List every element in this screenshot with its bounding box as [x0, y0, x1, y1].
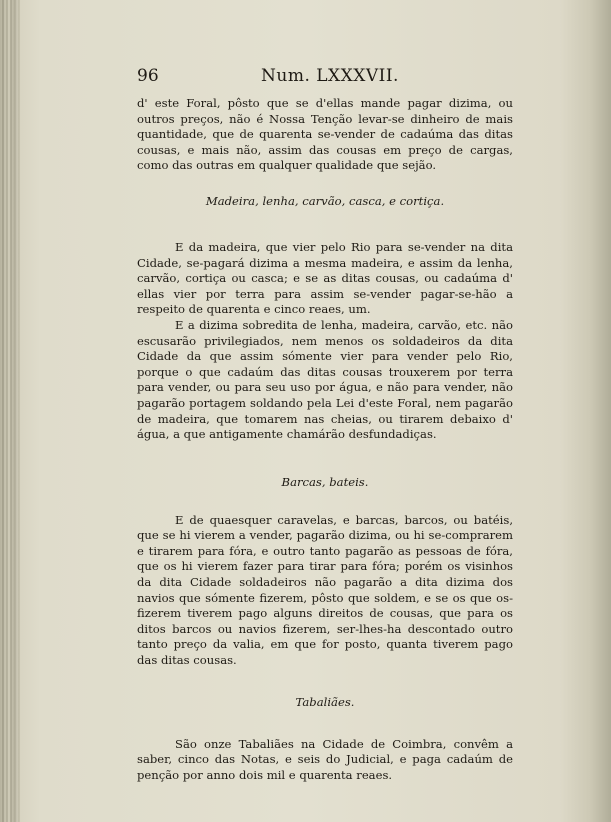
section-heading-madeira: Madeira, lenha, carvão, casca, e cortiça. — [205, 193, 445, 208]
running-title: Num. LXXXVII. — [261, 66, 399, 86]
section-body-barcas — [137, 513, 513, 669]
page-content — [137, 66, 513, 783]
paragraph: E a dizima sobredita de lenha, madeira, carvão, etc. não escusarão privilegiados, nem menos os soldadeiros da dita Cidade da que assim sómente vier para vender pelo Rio, porque o que cadaúm das ditas cousas trouxerem por terra para vender, ou para seu uso por água, e não para vender, não pagarão portagem soldando pela Lei d'este Foral, nem pagarão de madeira, que tomarem nas cheias, ou tirarem debaixo d' água, a que antigamente chamárão desfundadiças. — [137, 317, 513, 442]
page-header — [137, 66, 513, 96]
opening-paragraph-block — [137, 96, 513, 174]
paragraph: São onze Tabaliães na Cidade de Coimbra, convêm a saber, cinco das Notas, e seis do Judicial, e paga cadaúm de penção por anno dois mil e quarenta reaes. — [137, 736, 513, 782]
section-body-madeira — [137, 240, 513, 443]
page-stack-edge — [0, 0, 24, 822]
paragraph: E de quaesquer caravelas, e barcas, barcos, ou batéis, que se hi vierem a vender, pagarão dizima, ou hi se-comprarem e tirarem para fóra, e outro tanto pagarão as pessoas de fóra, que os hi vierem fazer para tirar para fóra; porém os visinhos da dita Cidade soldadeiros não pagarão a dita dizima dos navios que sómente fizerem, pôsto que soldem, e se os que os-fizerem tiverem pago alguns direitos de cousas, que para os ditos barcos ou navios fizerem, ser-lhes-ha descontado outro tanto preço da valia, em que for posto, quanta tiverem pago das ditas cousas. — [137, 512, 513, 668]
section-body-tabaliaes — [137, 737, 513, 784]
paragraph: d' este Foral, pôsto que se d'ellas mande pagar dizima, ou outros preços, não é Nossa Tenção levar-se dinheiro de mais quantidade, que de quarenta se-vender de cadaúma das ditas cousas, e mais não, assim das cousas em preço de cargas, como das outras em qualquer qualidade que sejão. — [137, 96, 513, 173]
section-heading-tabaliaes: Tabaliães. — [295, 694, 355, 709]
page-number: 96 — [137, 66, 159, 86]
paragraph: E da madeira, que vier pelo Rio para se-vender na dita Cidade, se-pagará dizima a mesma madeira, e assim da lenha, carvão, cortiça ou casca; e se as ditas cousas, ou cadaúma d' ellas vier por terra para assim se-vender pagar-se-hão a respeito de quarenta e cinco reaes, um. — [137, 239, 513, 317]
section-heading-barcas: Barcas, bateis. — [281, 474, 369, 489]
